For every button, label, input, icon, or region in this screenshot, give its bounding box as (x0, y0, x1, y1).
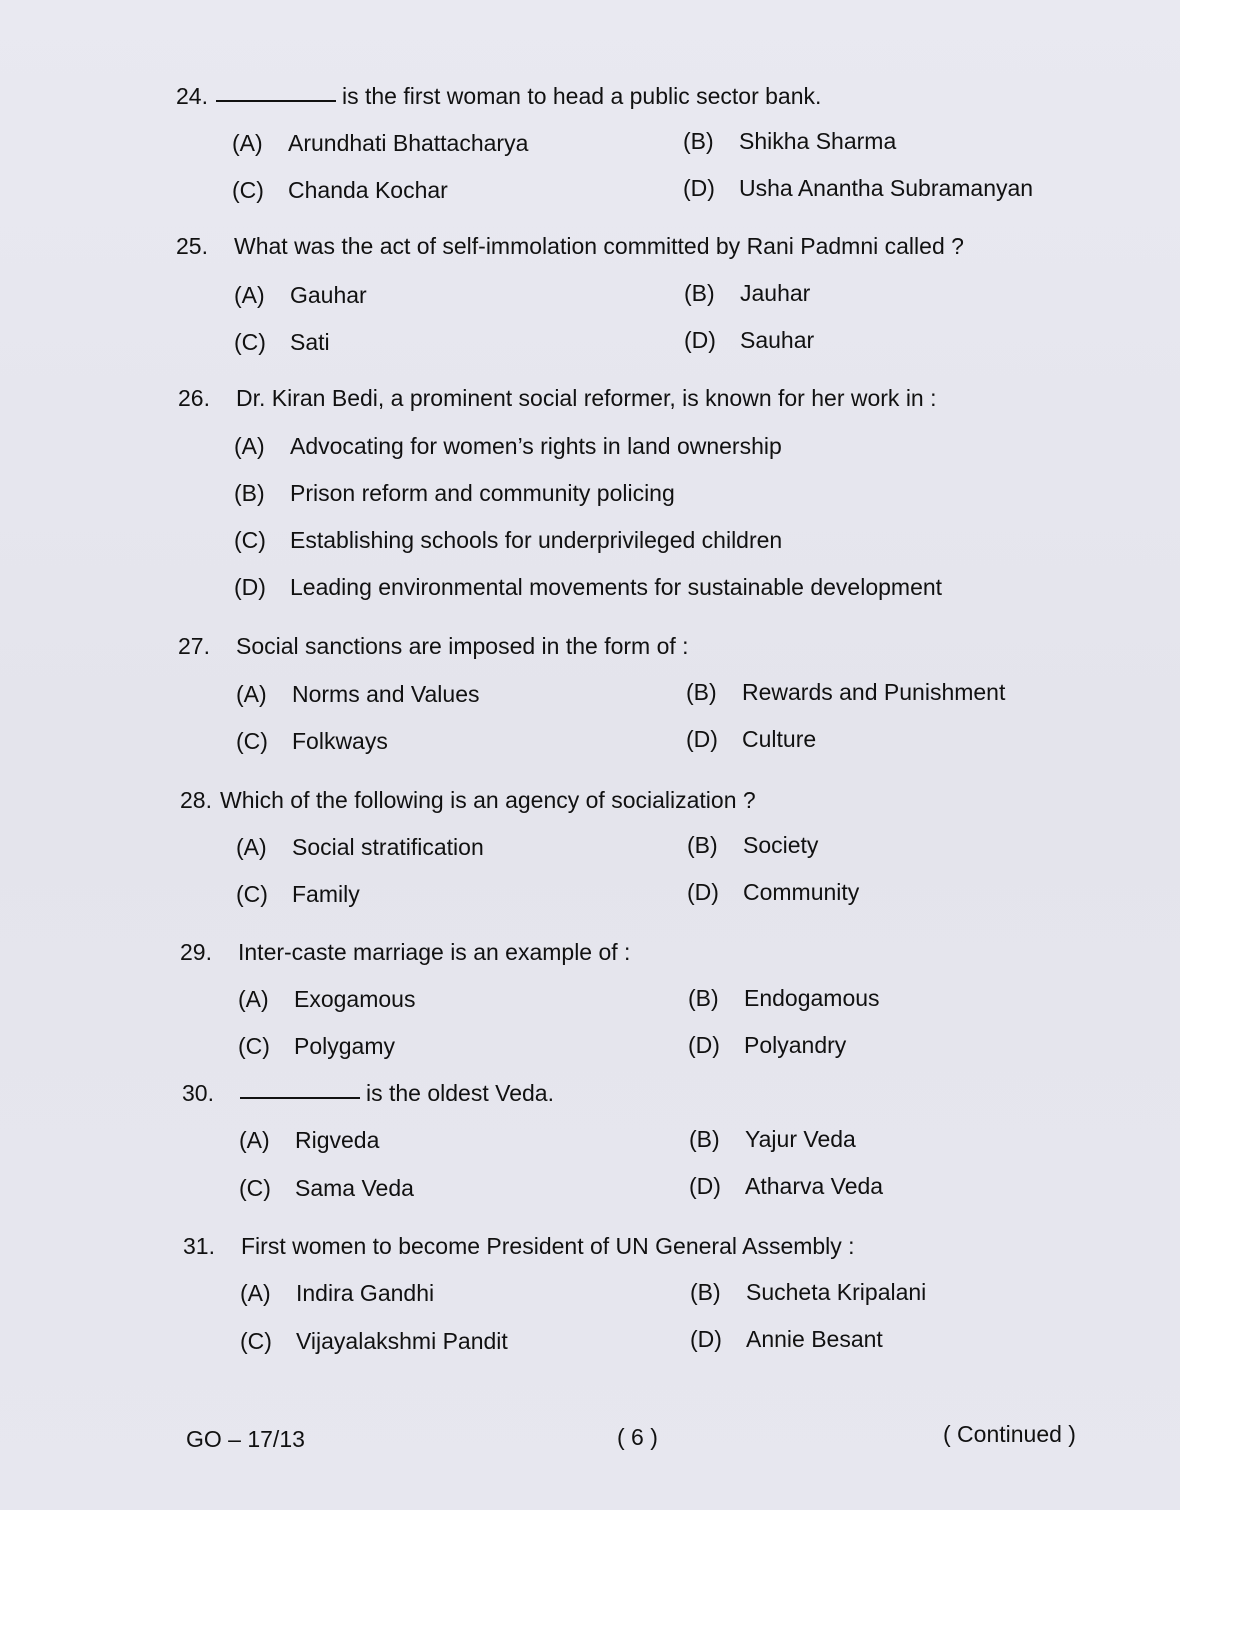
option-letter: (B) (234, 480, 265, 506)
answer-blank (216, 82, 336, 102)
question-text: Dr. Kiran Bedi, a prominent social reformer, is known for her work in : (236, 385, 937, 411)
page-number: ( 6 ) (617, 1424, 658, 1450)
option-text: Sucheta Kripalani (746, 1279, 927, 1305)
question-stem (183, 1232, 855, 1260)
option-letter: (A) (234, 433, 265, 459)
option-a (238, 985, 415, 1013)
continued-label: ( Continued ) (943, 1421, 1076, 1447)
question-text: What was the act of self-immolation committed by Rani Padmni called ? (234, 233, 964, 259)
question-number: 26. (178, 385, 210, 411)
option-letter: (A) (236, 681, 267, 707)
question-text: Inter-caste marriage is an example of : (238, 939, 631, 965)
option-a (240, 1279, 434, 1307)
question-number: 24. (176, 83, 208, 109)
option-letter: (B) (689, 1126, 720, 1152)
option-text: Advocating for women’s rights in land ownership (290, 433, 782, 459)
question-text: Social sanctions are imposed in the form of : (236, 633, 689, 659)
option-c (239, 1174, 414, 1202)
option-text: Arundhati Bhattacharya (288, 130, 529, 156)
option-a (236, 833, 484, 861)
option-text: Family (292, 881, 360, 907)
option-text: Norms and Values (292, 681, 480, 707)
question-text: is the oldest Veda. (366, 1080, 554, 1106)
option-letter: (C) (239, 1175, 271, 1201)
option-text: Atharva Veda (745, 1173, 884, 1199)
option-text: Gauhar (290, 282, 367, 308)
option-text: Leading environmental movements for sustainable development (290, 574, 943, 600)
option-c (232, 176, 448, 204)
option-c (234, 328, 330, 356)
option-text: Rewards and Punishment (742, 679, 1006, 705)
option-letter: (C) (232, 177, 264, 203)
option-d (687, 878, 859, 906)
option-text: Sati (290, 329, 330, 355)
option-d (688, 1031, 846, 1059)
option-text: Prison reform and community policing (290, 480, 675, 506)
question-stem (176, 82, 821, 110)
option-text: Polygamy (294, 1033, 395, 1059)
option-letter: (B) (686, 679, 717, 705)
option-letter: (B) (684, 280, 715, 306)
question-number: 29. (180, 939, 212, 965)
option-a (236, 680, 480, 708)
option-c (236, 880, 360, 908)
option-text: Rigveda (295, 1127, 380, 1153)
paper-code: GO – 17/13 (186, 1426, 305, 1452)
option-d (689, 1172, 883, 1200)
option-letter: (C) (236, 881, 268, 907)
option-letter: (A) (234, 282, 265, 308)
option-letter: (B) (687, 832, 718, 858)
option-b (689, 1125, 856, 1153)
question-stem (180, 938, 630, 966)
option-letter: (A) (238, 986, 269, 1012)
option-d (684, 326, 814, 354)
option-letter: (C) (240, 1328, 272, 1354)
option-text: Polyandry (744, 1032, 847, 1058)
option-text: Sauhar (740, 327, 815, 353)
option-d (690, 1325, 883, 1353)
option-letter: (D) (690, 1326, 722, 1352)
option-text: Social stratification (292, 834, 484, 860)
option-a (239, 1126, 379, 1154)
option-d (234, 573, 942, 601)
option-text: Community (743, 879, 860, 905)
option-b (688, 984, 880, 1012)
question-stem (180, 786, 756, 814)
option-c (240, 1327, 508, 1355)
option-b (234, 479, 675, 507)
option-text: Indira Gandhi (296, 1280, 435, 1306)
option-text: Usha Anantha Subramanyan (739, 175, 1034, 201)
question-stem (178, 632, 689, 660)
option-a (232, 129, 528, 157)
question-number: 27. (178, 633, 210, 659)
option-text: Yajur Veda (745, 1126, 856, 1152)
option-d (683, 174, 1033, 202)
question-number: 25. (176, 233, 208, 259)
option-letter: (C) (238, 1033, 270, 1059)
option-c (234, 526, 782, 554)
question-number: 31. (183, 1233, 215, 1259)
option-letter: (A) (236, 834, 267, 860)
option-text: Establishing schools for underprivileged children (290, 527, 783, 553)
option-b (684, 279, 810, 307)
option-text: Society (743, 832, 819, 858)
option-letter: (A) (232, 130, 263, 156)
option-b (686, 678, 1005, 706)
option-letter: (D) (687, 879, 719, 905)
option-b (690, 1278, 926, 1306)
option-letter: (B) (683, 128, 714, 154)
option-letter: (A) (239, 1127, 270, 1153)
option-letter: (B) (690, 1279, 721, 1305)
option-c (236, 727, 388, 755)
option-letter: (C) (234, 527, 266, 553)
option-a (234, 432, 782, 460)
answer-blank (240, 1079, 360, 1099)
option-b (683, 127, 896, 155)
option-text: Endogamous (744, 985, 880, 1011)
option-text: Sama Veda (295, 1175, 414, 1201)
option-letter: (C) (234, 329, 266, 355)
option-text: Annie Besant (746, 1326, 883, 1352)
question-stem (182, 1079, 554, 1107)
option-text: Vijayalakshmi Pandit (296, 1328, 508, 1354)
question-number: 28. (180, 787, 212, 813)
question-stem (176, 232, 964, 260)
question-stem (178, 384, 937, 412)
option-a (234, 281, 367, 309)
option-letter: (D) (688, 1032, 720, 1058)
option-c (238, 1032, 395, 1060)
option-text: Shikha Sharma (739, 128, 897, 154)
option-text: Exogamous (294, 986, 416, 1012)
option-letter: (D) (683, 175, 715, 201)
option-letter: (D) (684, 327, 716, 353)
option-text: Chanda Kochar (288, 177, 448, 203)
option-text: Jauhar (740, 280, 811, 306)
option-text: Culture (742, 726, 817, 752)
option-letter: (C) (236, 728, 268, 754)
option-b (687, 831, 818, 859)
option-letter: (D) (234, 574, 266, 600)
option-letter: (D) (686, 726, 718, 752)
question-text: First women to become President of UN General Assembly : (241, 1233, 855, 1259)
option-letter: (A) (240, 1280, 271, 1306)
question-text: is the first woman to head a public sector bank. (341, 83, 822, 109)
question-number: 30. (182, 1080, 214, 1106)
option-text: Folkways (292, 728, 388, 754)
option-d (686, 725, 816, 753)
question-text: Which of the following is an agency of socialization ? (219, 787, 756, 813)
option-letter: (D) (689, 1173, 721, 1199)
option-letter: (B) (688, 985, 719, 1011)
